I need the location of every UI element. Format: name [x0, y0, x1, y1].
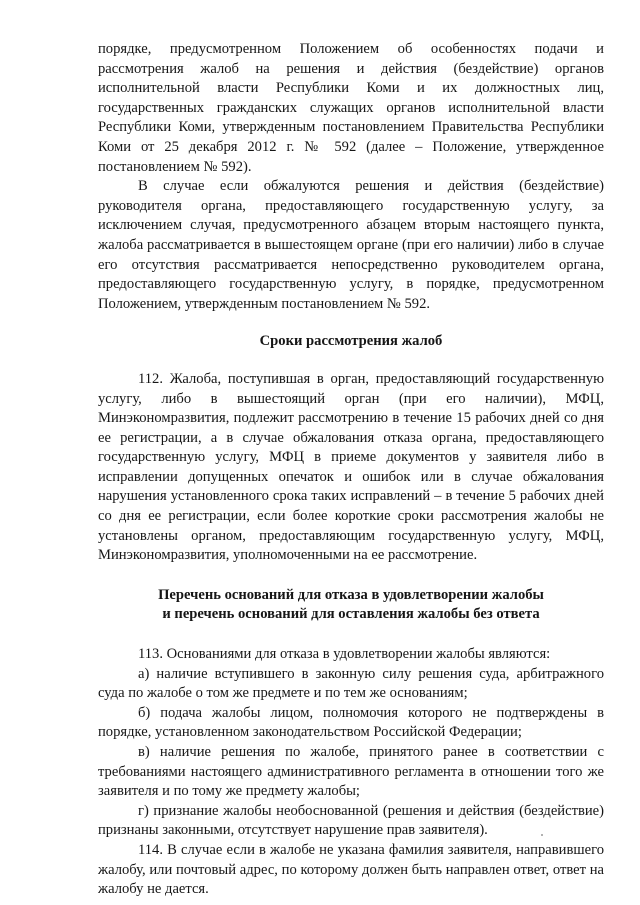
- scan-artifact-dot: [541, 834, 543, 836]
- list-item-g: г) признание жалобы необоснованной (решения и действия (бездействие) признаны законными, отсутствует нарушение прав заявителя).: [98, 802, 604, 839]
- paragraph-114: 114. В случае если в жалобе не указана фамилия заявителя, направившего жалобу, или почтовый адрес, по которому должен быть направлен ответ, ответ на жалобу не дается.: [98, 841, 604, 898]
- heading-grounds: [98, 586, 604, 625]
- spacer: [98, 314, 604, 332]
- heading-terms: Сроки рассмотрения жалоб: [259, 333, 443, 350]
- paragraph-head-case: В случае если обжалуются решения и действия (бездействие) руководителя органа, предоставляющего государственную услугу, за исключением случая, предусмотренного абзацем вторым настоящего пункта, жалоба рассматривается в вышестоящем органе (при его наличии) либо в случае его отсутствия рассматривается непосредственно руководителем органа, предоставляющего государственную услугу, в порядке, предусмотренном Положением, утвержденным постановлением № 592.: [98, 178, 604, 312]
- spacer: [98, 566, 604, 586]
- list-item-b: б) подача жалобы лицом, полномочия которого не подтверждены в порядке, установленном законодательством Российской Федерации;: [98, 704, 604, 741]
- document-body: [98, 40, 604, 900]
- spacer: [98, 352, 604, 370]
- list-item-v: в) наличие решения по жалобе, принятого ранее в соответствии с требованиями настоящего административного регламента в отношении того же заявителя и по тому же предмету жалобы;: [98, 744, 604, 800]
- heading-grounds-line-1: Перечень оснований для отказа в удовлетворении жалобы: [158, 586, 544, 603]
- paragraph-113: 113. Основаниями для отказа в удовлетворении жалобы являются:: [138, 646, 551, 663]
- paragraph-112: 112. Жалоба, поступившая в орган, предоставляющий государственную услугу, либо в вышестоящий орган (при его наличии), МФЦ, Минэкономразвития, подлежит рассмотрению в течение 15 рабочих дней со дня ее регистрации, а в случае обжалования отказа органа, предоставляющего государственную услугу, МФЦ в приеме документов у заявителя либо в исправлении допущенных опечаток и ошибок или в случае обжалования нарушения установленного срока таких исправлений – в течение 5 рабочих дней со дня ее регистрации, если более короткие сроки рассмотрения жалобы не установлены органом, предоставляющим государственную услугу, МФЦ, Минэкономразвития, уполномоченными на ее рассмотрение.: [98, 370, 604, 564]
- list-item-a: а) наличие вступившего в законную силу решения суда, арбитражного суда по жалобе о том же предмете и по тем же основаниям;: [98, 665, 604, 702]
- heading-grounds-line-2: и перечень оснований для оставления жалобы без ответа: [162, 606, 540, 623]
- spacer: [98, 625, 604, 645]
- paragraph-continuation: порядке, предусмотренном Положением об особенностях подачи и рассмотрения жалоб на решения и действия (бездействие) органов исполнительной власти Республики Коми и их должностных лиц, государственных гражданских служащих органов исполнительной власти Республики Коми, утвержденным постановлением Правительства Республики Коми от 25 декабря 2012 г. № 592 (далее – Положение, утвержденное постановлением № 592).: [98, 41, 604, 175]
